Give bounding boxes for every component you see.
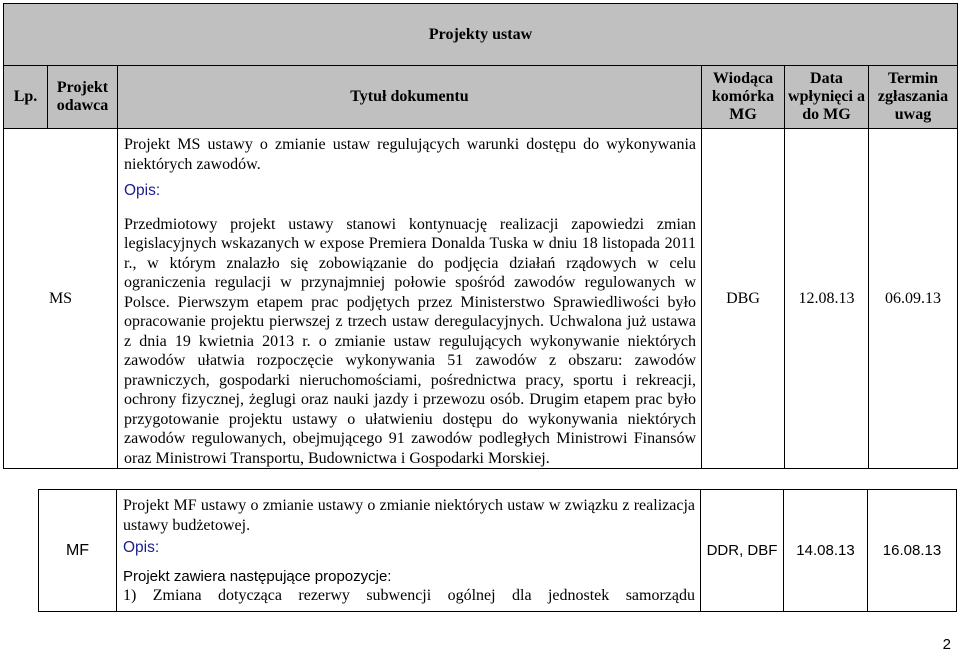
row-description-item: 1) Zmiana dotycząca rezerwy subwencji ogólnej dla jednostek samorządu bbox=[123, 587, 695, 604]
row-title: Projekt MS ustawy o zmianie ustaw regulujących warunki dostępu do wykonywania niektórych zawodów. bbox=[124, 136, 696, 173]
projects-table bbox=[3, 3, 958, 469]
row-sponsor: MF bbox=[39, 490, 117, 612]
row-unit: DDR, DBF bbox=[701, 490, 784, 612]
row-unit: DBG bbox=[702, 129, 785, 469]
row-deadline: 16.08.13 bbox=[868, 490, 957, 612]
table-title: Projekty ustaw bbox=[4, 4, 958, 66]
col-deadline: Termin zgłaszania uwag bbox=[869, 66, 958, 129]
col-received: Data wpłynięci a do MG bbox=[785, 66, 869, 129]
projects-table-continued bbox=[38, 489, 957, 612]
opis-label: Opis: bbox=[124, 182, 161, 199]
row-content bbox=[118, 129, 702, 469]
table-row bbox=[39, 490, 957, 612]
col-unit: Wiodąca komórka MG bbox=[702, 66, 785, 129]
row-deadline: 06.09.13 bbox=[869, 129, 958, 469]
row-received: 14.08.13 bbox=[784, 490, 868, 612]
table-row bbox=[4, 129, 958, 469]
col-doc-title: Tytuł dokumentu bbox=[118, 66, 702, 129]
row-title: Projekt MF ustawy o zmianie ustawy o zmianie niektórych ustaw w związku z realizacja ustawy budżetowej. bbox=[123, 497, 695, 534]
page-number: 2 bbox=[942, 636, 951, 653]
row-description-intro: Projekt zawiera następujące propozycje: bbox=[123, 567, 392, 585]
row-sponsor: MS bbox=[4, 129, 118, 469]
row-content bbox=[117, 490, 701, 612]
row-received: 12.08.13 bbox=[785, 129, 869, 469]
col-sponsor: Projekt odawca bbox=[48, 66, 118, 129]
row-description: Przedmiotowy projekt ustawy stanowi kontynuację realizacji zapowiedzi zmian legislacyjnych wskazanych w expose Premiera Donalda Tuska w dniu 18 listopada 2011 r., w którym znalazło się zobowiązanie do podjęcia działań rządowych w celu ograniczenia regulacji w przynajmniej połowie spośród zawodów regulowanych w Polsce. Pierwszym etapem prac podjętych przez Ministerstwo Sprawiedliwości było opracowanie projektu pierwszej z trzech ustaw deregulacyjnych. Uchwalona już ustawa z dnia 19 kwietnia 2013 r. o zmianie ustaw regulujących wykonywanie niektórych zawodów ułatwia rozpoczęcie wykonywania 51 zawodów z obszaru: zawodów prawniczych, gospodarki nieruchomościami, pośrednictwa pracy, sportu i rekreacji, ochrony fizycznej, żeglugi oraz nauki jazdy i przewozu osób. Drugim etapem prac było przygotowanie projektu ustawy o ułatwieniu dostępu do wykonywania niektórych zawodów regulowanych, obejmującego 91 zawodów podległych Ministrowi Finansów oraz Ministrowi Transportu, Budownictwa i Gospodarki Morskiej. bbox=[124, 215, 696, 467]
col-lp: Lp. bbox=[4, 66, 48, 129]
opis-label: Opis: bbox=[123, 539, 160, 556]
